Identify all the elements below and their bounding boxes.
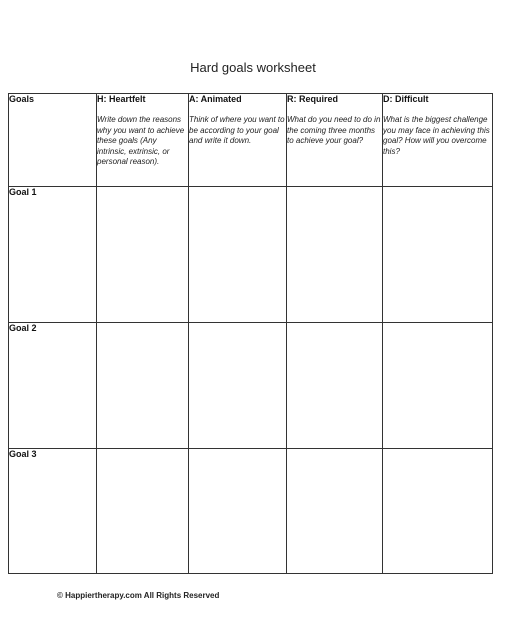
animated-answer-cell[interactable] [189,187,287,323]
animated-answer-cell[interactable] [189,323,287,449]
required-answer-cell[interactable] [287,323,383,449]
table-row [9,449,493,574]
table-row [9,323,493,449]
goal-row-label: Goal 3 [9,449,97,574]
column-header-required [287,94,383,187]
heartfelt-answer-cell[interactable] [97,449,189,574]
column-heading: D: Difficult [383,94,429,104]
difficult-answer-cell[interactable] [383,323,493,449]
header-row [9,94,493,187]
animated-answer-cell[interactable] [189,449,287,574]
column-heading: H: Heartfelt [97,94,146,104]
goal-row-label: Goal 1 [9,187,97,323]
column-prompt: Write down the reasons why you want to achieve these goals (Any intrinsic, extrinsic, or personal reason). [97,115,185,166]
column-header-animated [189,94,287,187]
column-prompt: What is the biggest challenge you may face in achieving this goal? How will you overcome this? [383,115,490,156]
table-row [9,187,493,323]
copyright-footer: © Happiertherapy.com All Rights Reserved [57,591,220,600]
column-header-difficult [383,94,493,187]
column-header-heartfelt [97,94,189,187]
difficult-answer-cell[interactable] [383,187,493,323]
column-heading: A: Animated [189,94,242,104]
heartfelt-answer-cell[interactable] [97,187,189,323]
column-heading: Goals [9,94,35,104]
required-answer-cell[interactable] [287,449,383,574]
goals-table [8,93,493,574]
difficult-answer-cell[interactable] [383,449,493,574]
heartfelt-answer-cell[interactable] [97,323,189,449]
goal-row-label: Goal 2 [9,323,97,449]
column-header-goals [9,94,97,187]
column-prompt: Think of where you want to be according to your goal and write it down. [189,115,285,145]
column-heading: R: Required [287,94,339,104]
worksheet-title: Hard goals worksheet [190,60,316,75]
required-answer-cell[interactable] [287,187,383,323]
column-prompt: What do you need to do in the coming three months to achieve your goal? [287,115,381,145]
